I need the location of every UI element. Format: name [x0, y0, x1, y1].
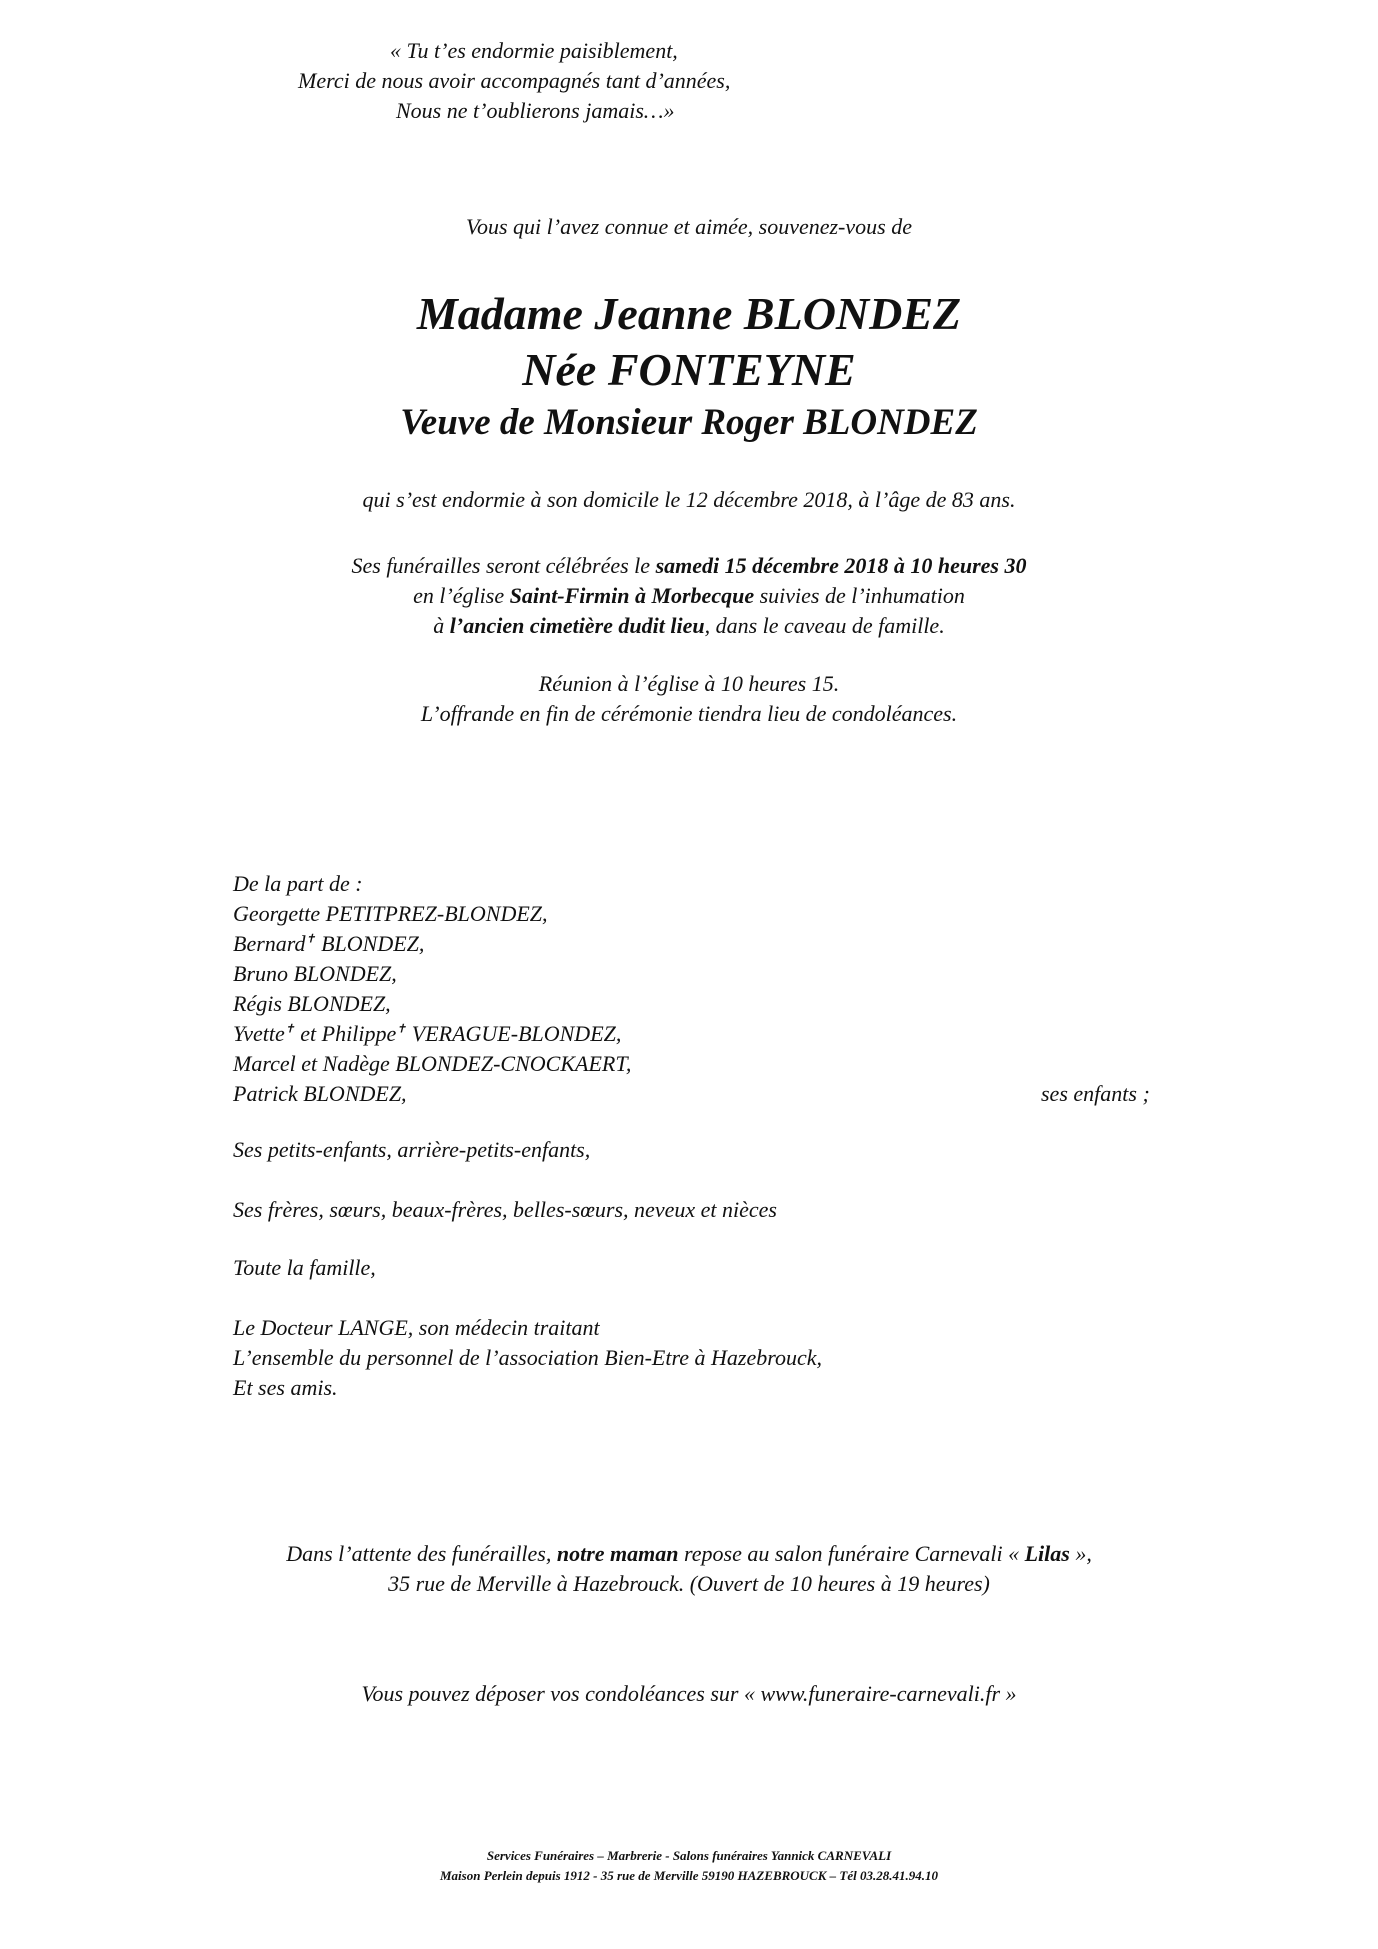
funeral-cemetery: l’ancien cimetière dudit lieu — [449, 613, 705, 638]
death-notice: qui s’est endormie à son domicile le 12 décembre 2018, à l’âge de 83 ans. — [362, 487, 1016, 512]
funeral-text: suivies de l’inhumation — [754, 583, 965, 608]
funeral-line-3 — [0, 612, 1378, 640]
intro-line: Vous qui l’avez connue et aimée, souvenez-vous de — [466, 214, 912, 239]
family-child-name: Bernard — [233, 931, 306, 956]
family-child-name: BLONDEZ, — [315, 931, 425, 956]
family-child: Bruno BLONDEZ, — [233, 961, 397, 986]
cross-icon: ✝ — [305, 931, 316, 946]
rest-text: Dans l’attente des funérailles, — [286, 1541, 557, 1566]
rest-salon-name: Lilas — [1024, 1541, 1070, 1566]
poem-line-3: Nous ne t’oublierons jamais…» — [396, 98, 675, 123]
family-grandchildren: Ses petits-enfants, arrière-petits-enfants, — [233, 1137, 591, 1162]
family-child: Georgette PETITPREZ-BLONDEZ, — [233, 901, 548, 926]
funeral-text: Ses funérailles seront célébrées le — [351, 553, 656, 578]
family-child: Régis BLONDEZ, — [233, 991, 391, 1016]
funeral-text: à — [433, 613, 450, 638]
family-friends: Et ses amis. — [233, 1375, 338, 1400]
family-child — [233, 1020, 621, 1048]
funeral-church: Saint-Firmin à Morbecque — [509, 583, 755, 608]
family-siblings: Ses frères, sœurs, beaux-frères, belles-sœurs, neveux et nièces — [233, 1197, 777, 1222]
funeral-date: samedi 15 décembre 2018 à 10 heures 30 — [655, 553, 1027, 578]
deceased-name: Madame Jeanne BLONDEZ — [416, 288, 962, 339]
family-child-name: VERAGUE-BLONDEZ, — [406, 1021, 622, 1046]
poem-line-2: Merci de nous avoir accompagnés tant d’années, — [298, 68, 731, 93]
family-child-name: et Philippe — [294, 1021, 397, 1046]
rest-text: », — [1069, 1541, 1092, 1566]
family-child-name: Yvette — [233, 1021, 285, 1046]
rest-highlight: notre maman — [556, 1541, 679, 1566]
family-header: De la part de : — [233, 871, 363, 896]
family-all: Toute la famille, — [233, 1255, 376, 1280]
family-child: Patrick BLONDEZ, — [233, 1081, 407, 1106]
rest-line-1 — [0, 1540, 1378, 1568]
family-doctor: Le Docteur LANGE, son médecin traitant — [233, 1315, 600, 1340]
family-child — [233, 930, 424, 958]
family-children-role: ses enfants ; — [1041, 1081, 1150, 1106]
rest-text: repose au salon funéraire Carnevali « — [678, 1541, 1025, 1566]
footer-line-1: Services Funéraires – Marbrerie - Salons funéraires Yannick CARNEVALI — [486, 1848, 892, 1863]
deceased-widow-of: Veuve de Monsieur Roger BLONDEZ — [400, 402, 978, 443]
meeting-line-2: L’offrande en fin de cérémonie tiendra lieu de condoléances. — [420, 701, 958, 726]
cross-icon: ✝ — [284, 1021, 295, 1036]
poem-line-1: « Tu t’es endormie paisiblement, — [390, 38, 678, 63]
footer-line-2: Maison Perlein depuis 1912 - 35 rue de Merville 59190 HAZEBROUCK – Tél 03.28.41.94.10 — [440, 1868, 938, 1883]
deceased-maiden-name: Née FONTEYNE — [522, 344, 856, 395]
funeral-text: en l’église — [413, 583, 510, 608]
cross-icon: ✝ — [396, 1021, 407, 1036]
meeting-line-1: Réunion à l’église à 10 heures 15. — [538, 671, 840, 696]
family-staff: L’ensemble du personnel de l’association Bien-Etre à Hazebrouck, — [233, 1345, 822, 1370]
funeral-text: , dans le caveau de famille. — [704, 613, 945, 638]
family-child: Marcel et Nadège BLONDEZ-CNOCKAERT, — [233, 1051, 632, 1076]
funeral-line-1 — [0, 552, 1378, 580]
condolences-line: Vous pouvez déposer vos condoléances sur « www.funeraire-carnevali.fr » — [361, 1681, 1017, 1706]
funeral-line-2 — [0, 582, 1378, 610]
rest-line-2: 35 rue de Merville à Hazebrouck. (Ouvert de 10 heures à 19 heures) — [388, 1571, 990, 1596]
